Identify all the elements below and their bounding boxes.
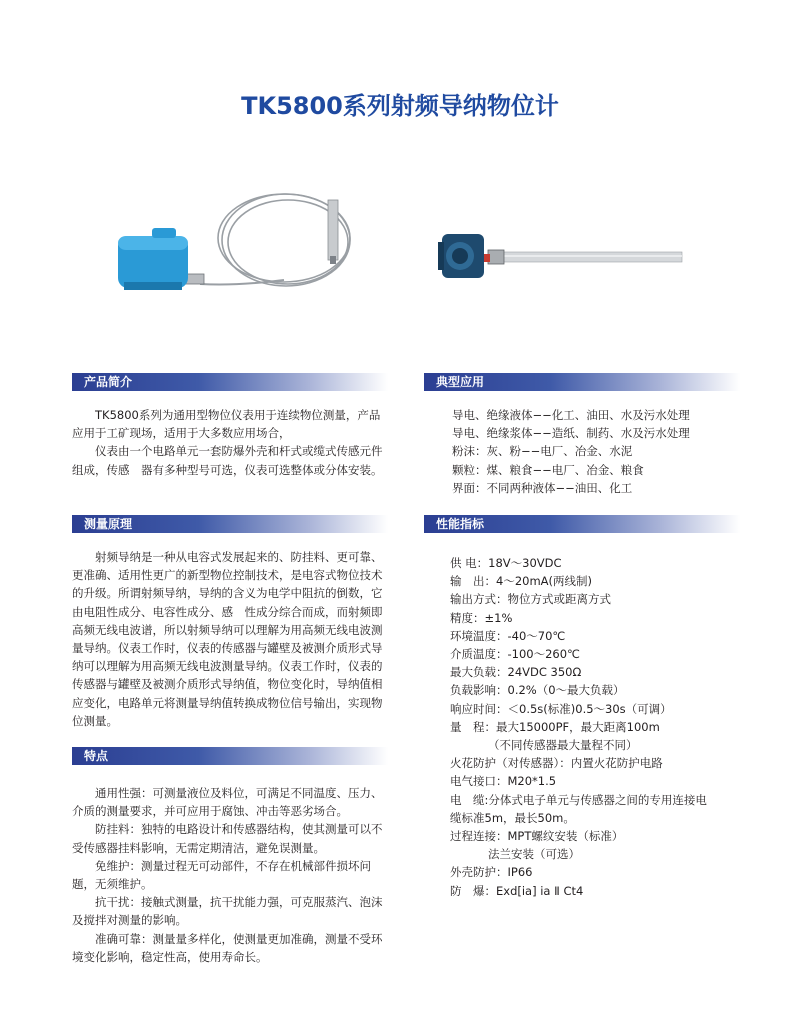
section-title-applications: 典型应用 bbox=[436, 375, 485, 389]
application-item: 界面：不同两种液体−−油田、化工 bbox=[452, 480, 633, 495]
intro-text bbox=[72, 406, 388, 479]
spec-cable: 电 缆:分体式电子单元与传感器之间的专用连接电 bbox=[450, 792, 707, 807]
section-header-specs bbox=[424, 515, 740, 533]
spec-load-effect: 负载影响：0.2%（0～最大负载） bbox=[450, 683, 625, 698]
applications-list bbox=[452, 406, 742, 497]
spec-spark-protection: 火花防护（对传感器）：内置火花防护电路 bbox=[450, 756, 663, 771]
section-title-principle: 测量原理 bbox=[84, 517, 133, 531]
spec-output: 输 出：4～20mA(两线制) bbox=[450, 574, 592, 589]
section-header-principle bbox=[72, 515, 388, 533]
section-title-specs: 性能指标 bbox=[436, 517, 485, 531]
section-title-intro: 产品简介 bbox=[84, 375, 133, 389]
intro-paragraph-2: 仪表由一个电路单元一套防爆外壳和杆式或缆式传感元件组成，传感 器有多种型号可选，仪表可选整体或分体安装。 bbox=[72, 444, 383, 477]
spec-process-connection: 过程连接：MPT螺纹安装（标准） bbox=[450, 829, 624, 844]
spec-output-mode: 输出方式：物位方式或距离方式 bbox=[450, 592, 611, 607]
section-header-intro bbox=[72, 373, 388, 391]
product-image-rod-type bbox=[436, 228, 688, 288]
spec-cable-cont: 缆标准5m，最长50m。 bbox=[450, 810, 575, 825]
feature-item: 防挂料：独特的电路设计和传感器结构，使其测量可以不受传感器挂料影响，无需定期清洁，避免误测量。 bbox=[72, 822, 383, 855]
spec-response-time: 响应时间：＜0.5s(标准)0.5～30s（可调） bbox=[450, 701, 672, 716]
spec-explosion-proof: 防 爆：Exd[ia] ia Ⅱ Ct4 bbox=[450, 883, 584, 898]
feature-item: 通用性强：可测量液位及料位，可满足不同温度、压力、介质的测量要求，并可应用于腐蚀、冲击等恶劣场合。 bbox=[72, 786, 383, 819]
application-item: 导电、绝缘液体−−化工、油田、水及污水处理 bbox=[452, 408, 690, 422]
principle-paragraph: 射频导纳是一种从电容式发展起来的、防挂料、更可靠、更准确、适用性更广的新型物位控制技术，是电容式物位技术的升级。所谓射频导纳，导纳的含义为电学中阻抗的倒数，它由电阻性成分、电容性成分、感 性成分综合而成，而射频即高频无线电波谱，所以射频导纳可以理解为用高频无线电波测量导纳。仪表工作时，仪表的传感器与罐壁及被测介质形式导纳可以理解为用高频无线电波测量导纳。仪表工作时，仪表的传感器与罐壁及被测介质形式导纳值，物位变化时，导纳值相应变化，电路单元将测量导纳值转换成物位信号输出，实现物位测量。 bbox=[72, 550, 383, 728]
specs-list bbox=[450, 554, 750, 900]
feature-item: 准确可靠：测量量多样化，使测量更加准确，测量不受环境变化影响，稳定性高，使用寿命长。 bbox=[72, 931, 383, 964]
spec-power: 供 电：18V～30VDC bbox=[450, 556, 562, 570]
section-title-features: 特点 bbox=[84, 749, 109, 763]
spec-process-connection-alt: 法兰安装（可选） bbox=[488, 847, 580, 862]
application-item: 颗粒：煤、粮食−−电厂、冶金、粮食 bbox=[452, 462, 644, 477]
section-header-features bbox=[72, 747, 388, 765]
spec-medium-temp: 介质温度：-100～260℃ bbox=[450, 647, 580, 662]
spec-max-load: 最大负载：24VDC 350Ω bbox=[450, 665, 582, 680]
section-header-applications bbox=[424, 373, 740, 391]
spec-accuracy: 精度：±1% bbox=[450, 610, 513, 625]
spec-range: 量 程：最大15000PF，最大距离100m bbox=[450, 719, 660, 734]
feature-item: 免维护：测量过程无可动部件，不存在机械部件损坏问题，无须维护。 bbox=[72, 858, 371, 892]
application-item: 导电、绝缘浆体−−造纸、制药、水及污水处理 bbox=[452, 426, 690, 441]
spec-electrical-interface: 电气接口：M20*1.5 bbox=[450, 774, 557, 789]
intro-paragraph-1: TK5800系列为通用型物位仪表用于连续物位测量，产品应用于工矿现场，适用于大多数应用场合， bbox=[72, 408, 381, 441]
spec-enclosure: 外壳防护：IP66 bbox=[450, 865, 533, 880]
features-text bbox=[72, 784, 388, 966]
application-item: 粉沫：灰、粉−−电厂、冶金、水泥 bbox=[452, 444, 633, 459]
spec-range-note: （不同传感器最大量程不同） bbox=[488, 738, 638, 753]
spec-ambient-temp: 环境温度：-40～70℃ bbox=[450, 628, 566, 643]
feature-item: 抗干扰：接触式测量，抗干扰能力强，可克服蒸汽、泡沫及搅拌对测量的影响。 bbox=[72, 895, 383, 928]
principle-text bbox=[72, 548, 388, 730]
page-title: TK5800系列射频导纳物位计 bbox=[241, 92, 559, 120]
product-image-cable-type bbox=[108, 190, 358, 300]
